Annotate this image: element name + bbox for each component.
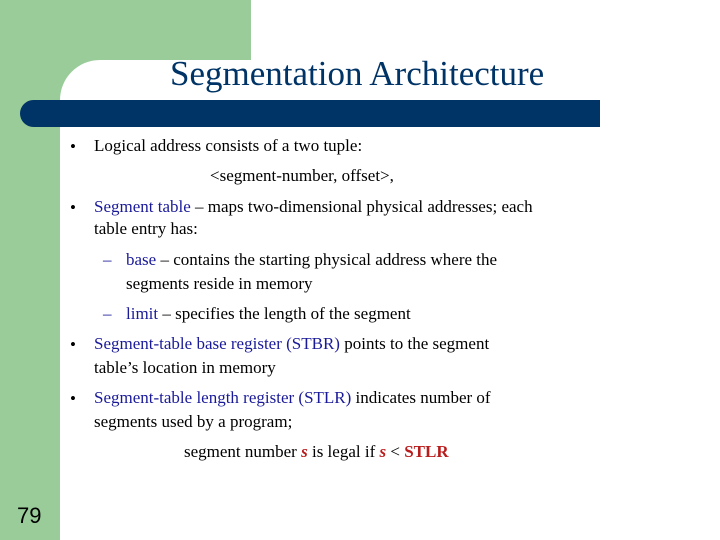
bullet-1-glyph: • [70,137,76,156]
sub-bullet-2-rest: – specifies the length of the segment [158,304,411,323]
title-underline-bar [20,100,600,127]
bullet-2-line-1 [94,196,533,218]
bullet-1-line-2: <segment-number, offset>, [210,166,394,185]
bullet-4-glyph: • [70,389,76,408]
sub-bullet-2-line-1 [126,303,411,325]
bullet-3-line-2: table’s location in memory [94,358,276,377]
bullet-2-rest: – maps two-dimensional physical addresses; each [190,197,533,216]
s-variable-2: s [379,442,387,461]
bullet-3-glyph: • [70,335,76,354]
sub-bullet-1-rest: – contains the starting physical address where the [156,250,498,269]
bullet-3-line-1 [94,333,489,355]
bullet-4-rest: indicates number of [351,388,491,407]
bullet-4-line-2: segments used by a program; [94,412,293,431]
sub-bullet-1-dash: – [103,250,112,269]
bullet-3-rest: points to the segment [339,334,490,353]
sub-bullet-2-dash: – [103,304,112,323]
sub-bullet-1-line-2: segments reside in memory [126,274,313,293]
legal-rule-prefix: segment number [184,442,302,461]
page-number: 79 [17,503,42,528]
s-variable-1: s [301,442,308,461]
less-than-symbol: < [386,442,405,461]
bullet-2-glyph: • [70,198,76,217]
stlr-symbol: STLR [404,442,449,461]
legal-rule-mid: is legal if [307,442,380,461]
bullet-2-line-2: table entry has: [94,219,198,238]
limit-term: limit [126,304,159,323]
slide-title: Segmentation Architecture [170,54,545,93]
sub-bullet-1-line-1 [126,249,497,271]
stlr-term: Segment-table length register (STLR) [94,388,352,407]
stbr-term: Segment-table base register (STBR) [94,334,340,353]
bullet-1-line-1: Logical address consists of a two tuple: [94,136,363,155]
bullet-4-line-3 [184,441,449,463]
bullet-4-line-1 [94,387,491,409]
segment-table-term: Segment table [94,197,191,216]
base-term: base [126,250,157,269]
